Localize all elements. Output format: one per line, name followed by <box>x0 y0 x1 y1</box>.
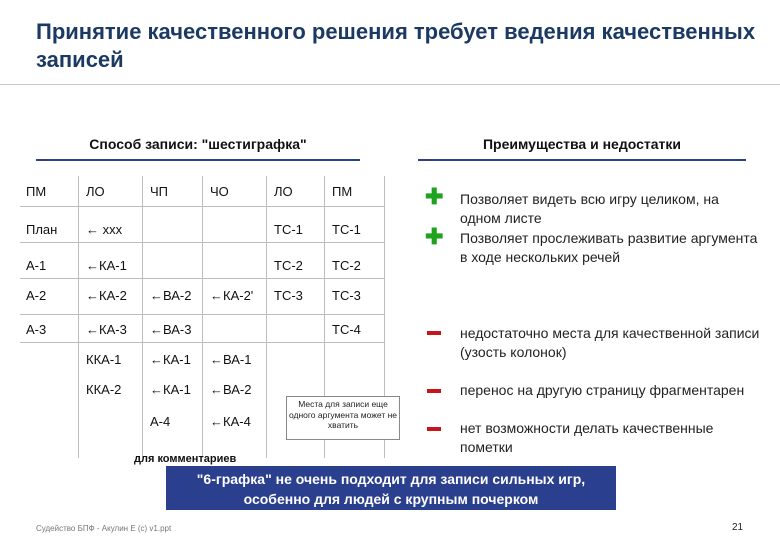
page-number: 21 <box>732 522 744 533</box>
table-cell: ТС-3 <box>332 288 361 303</box>
comment-label: для комментариев <box>134 453 237 465</box>
table-header-cell: ПМ <box>332 184 353 199</box>
conclusion-banner: "6-графка" не очень подходит для записи сильных игр, особенно для людей с крупным почерком <box>166 466 616 510</box>
minus-icon <box>427 427 441 431</box>
left-heading-underline <box>36 159 360 161</box>
table-cell: ←ВА-2 <box>210 382 252 397</box>
table-cell: ←КА-1 <box>86 258 127 273</box>
table-cell: ←КА-2' <box>210 288 254 303</box>
right-heading-underline <box>418 159 746 161</box>
footer-text: Судейство БПФ - Акулин Е (с) v1.ppt <box>36 524 172 533</box>
table-cell: ←КА-3 <box>86 322 127 337</box>
minus-icon <box>427 389 441 393</box>
table-cell: ТС-3 <box>274 288 303 303</box>
advantage-item: Позволяет видеть всю игру целиком, на одном листе <box>460 191 719 226</box>
table-cell: А-4 <box>150 414 171 429</box>
table-cell: ←КА-2 <box>86 288 127 303</box>
table-column-divider <box>266 176 267 458</box>
table-header-cell: ЧП <box>150 184 169 199</box>
table-cell: ТС-1 <box>332 222 361 237</box>
right-heading: Преимущества и недостатки <box>482 136 681 152</box>
table-header-cell: ЛО <box>274 184 293 199</box>
table-header-cell: ЧО <box>210 184 229 199</box>
advantage-item: Позволяет прослеживать развитие аргумента в ходе нескольких речей <box>460 230 758 265</box>
table-cell: А-1 <box>26 258 47 273</box>
table-column-divider <box>202 176 203 458</box>
table-cell: ККА-2 <box>86 382 122 397</box>
table-cell: ТС-2 <box>332 258 361 273</box>
table-header-cell: ЛО <box>86 184 105 199</box>
table-cell: План <box>26 222 58 237</box>
table-cell: ← xxx <box>86 222 123 237</box>
header-divider <box>0 84 780 85</box>
table-cell: ←КА-1 <box>150 382 191 397</box>
table-cell: ←ВА-2 <box>150 288 192 303</box>
table-cell: ТС-4 <box>332 322 361 337</box>
table-column-divider <box>142 176 143 458</box>
minus-icon <box>427 331 441 335</box>
table-cell: ←КА-4 <box>210 414 251 429</box>
table-cell: ТС-1 <box>274 222 303 237</box>
table-cell: ←ВА-1 <box>210 352 252 367</box>
table-column-divider <box>78 176 79 458</box>
left-heading: Способ записи: "шестиграфка" <box>89 136 307 152</box>
table-cell: А-3 <box>26 322 47 337</box>
table-cell: ←ВА-3 <box>150 322 192 337</box>
table-cell: ←КА-1 <box>150 352 191 367</box>
disadvantage-item: недостаточно места для качественной записи (узость колонок) <box>460 325 760 360</box>
note-box: Места для записи еще одного аргумента может не хватить <box>286 396 400 440</box>
disadvantage-item: перенос на другую страницу фрагментарен <box>460 382 745 398</box>
table-cell: ККА-1 <box>86 352 122 367</box>
table-cell: А-2 <box>26 288 47 303</box>
page-title: Принятие качественного решения требует ведения качественных записей <box>36 19 756 72</box>
plus-icon: ✚ <box>425 224 444 249</box>
table-header-cell: ПМ <box>26 184 47 199</box>
plus-icon: ✚ <box>425 184 444 209</box>
table-cell: ТС-2 <box>274 258 303 273</box>
disadvantage-item: нет возможности делать качественные пометки <box>460 420 714 455</box>
